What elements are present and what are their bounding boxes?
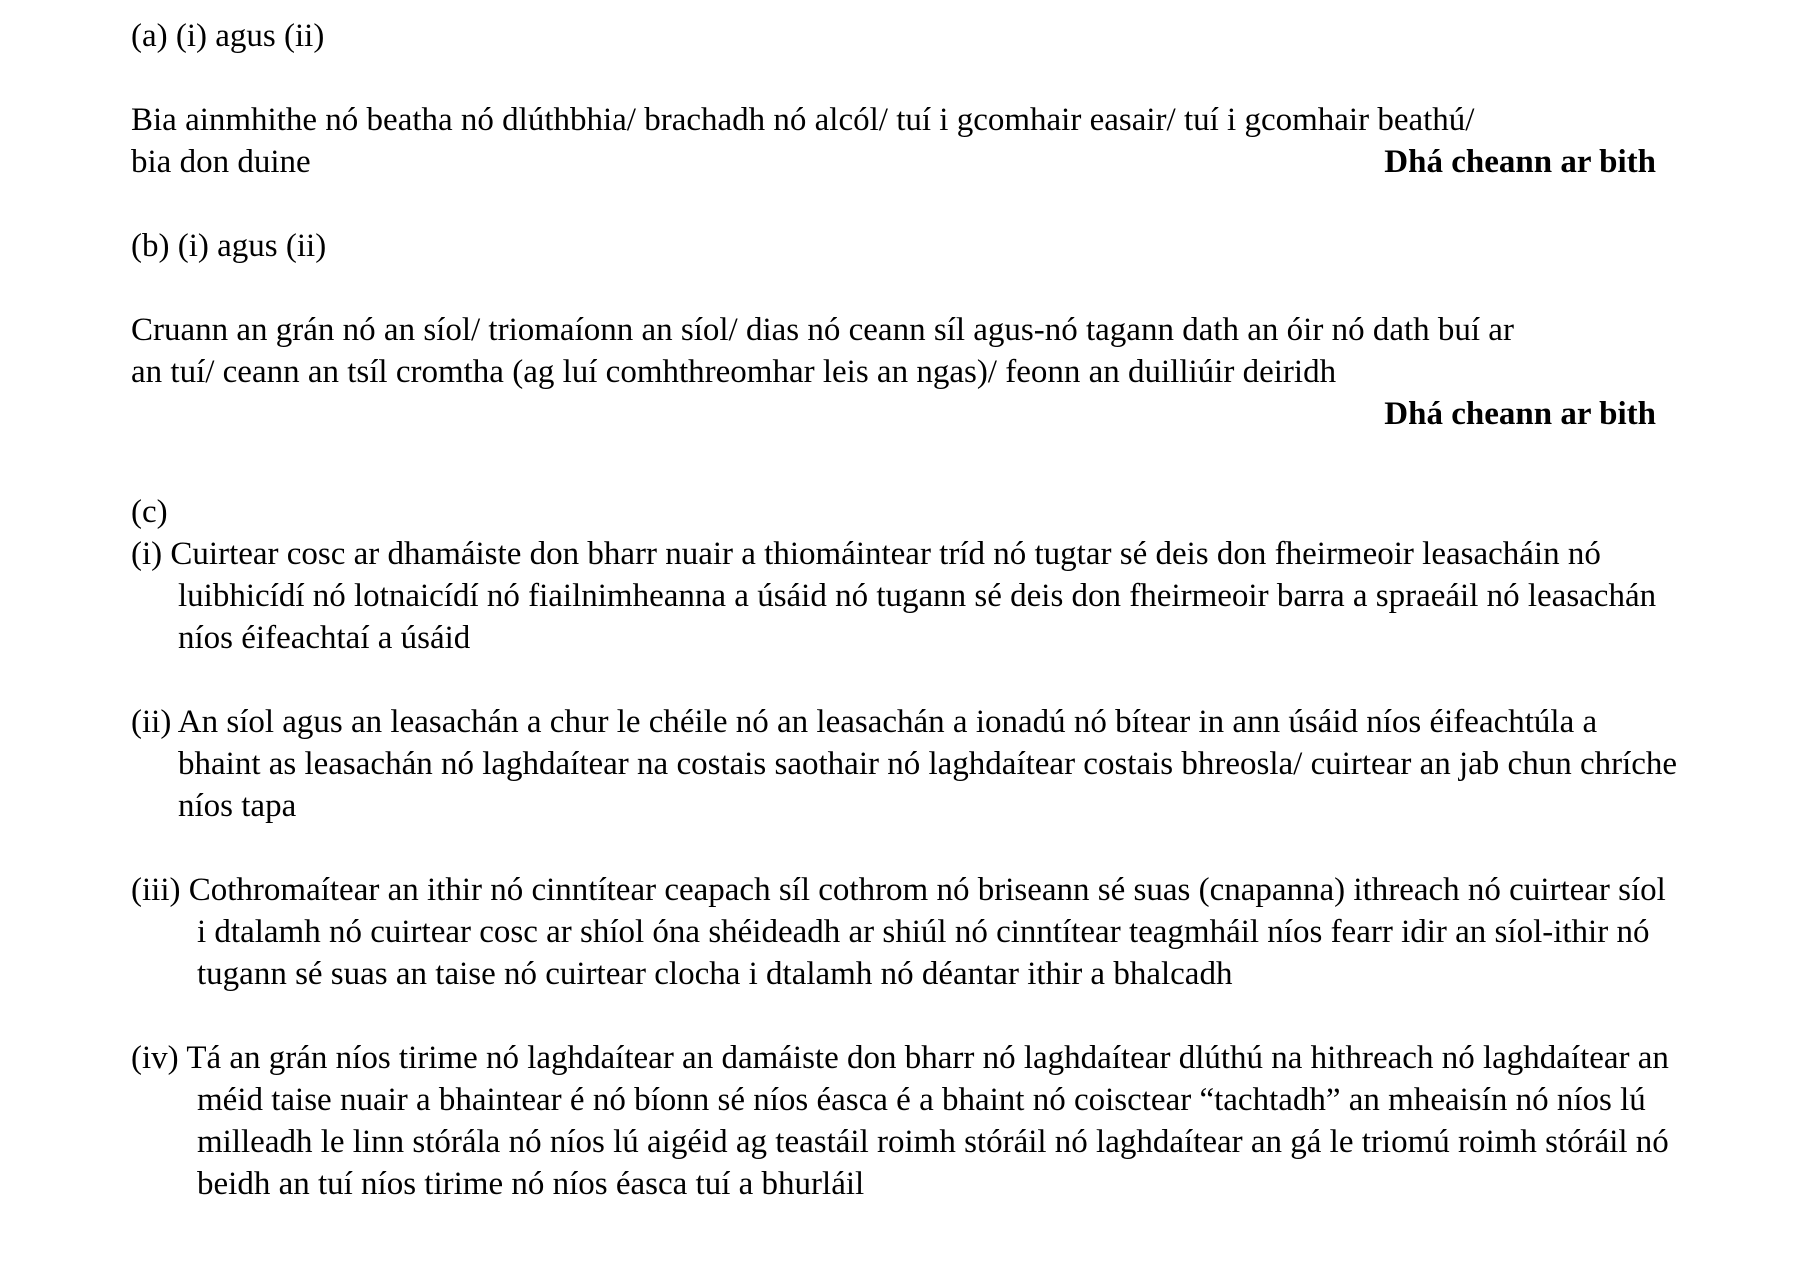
section-c-item-iv — [131, 1037, 1712, 1205]
section-a-note: Dhá cheann ar bith — [1384, 144, 1656, 180]
item-text: An síol agus an leasachán a chur le chéile nó an leasachán a ionadú nó bítear in ann úsáid níos éifeachtúla a bhaint as leasachán nó laghdaítear na costais saothair nó laghdaítear costais bhreosla/ cuirtear an jab chun chríche níos tapa — [177, 704, 1678, 824]
spacer — [131, 995, 1691, 1037]
item-text: Cuirtear cosc ar dhamáiste don bharr nuair a thiomáintear tríd nó tugtar sé deis don fheirmeoir leasacháin nó luibhicídí nó lotnaicídí nó fiailnimheanna a úsáid nó tugann sé deis don fheirmeoir barra a spraeáil nó leasachán níos éifeachtaí a úsáid — [170, 536, 1657, 656]
spacer — [131, 267, 1691, 309]
section-c-item-iii — [131, 869, 1677, 995]
item-text: Cothromaítear an ithir nó cinntítear ceapach síl cothrom nó briseann sé suas (cnapanna) ithreach nó cuirtear síol i dtalamh nó cuirtear cosc ar shíol óna shéideadh ar shiúl nó cinntítear teagmháil níos fearr idir an síol-ithir nó tugann sé suas an taise nó cuirtear clocha i dtalamh nó déantar ithir a bhalcadh — [188, 872, 1666, 992]
spacer — [131, 659, 1691, 701]
section-c-heading: (c) — [131, 494, 168, 530]
spacer — [131, 183, 1691, 225]
section-a-line-2: bia don duine — [131, 144, 311, 180]
item-label: (iii) — [131, 872, 181, 908]
item-label: (iv) — [131, 1040, 179, 1076]
spacer — [131, 435, 1691, 491]
item-label: (i) — [131, 536, 163, 572]
item-label: (ii) — [131, 704, 172, 740]
section-a-line-1: Bia ainmhithe nó beatha nó dlúthbhia/ brachadh nó alcól/ tuí i gcomhair easair/ tuí i gcomhair beathú/ — [131, 102, 1475, 138]
item-text: Tá an grán níos tirime nó laghdaítear an damáiste don bharr nó laghdaítear dlúthú na hithreach nó laghdaítear an méid taise nuair a bhaintear é nó bíonn sé níos éasca é a bhaint nó coisctear “tachtadh” an mheaisín nó níos lú milleadh le linn stórála nó níos lú aigéid ag teastáil roimh stóráil nó laghdaítear an gá le triomú roimh stóráil nó beidh an tuí níos tirime nó níos éasca tuí a bhurláil — [186, 1040, 1669, 1202]
section-b-heading: (b) (i) agus (ii) — [131, 228, 327, 264]
section-c-item-i — [131, 533, 1693, 659]
section-a-heading: (a) (i) agus (ii) — [131, 18, 325, 54]
section-a-line-2-row — [131, 141, 1656, 183]
section-b-line-2: an tuí/ ceann an tsíl cromtha (ag luí comhthreomhar leis an ngas)/ feonn an duilliúir deiridh — [131, 354, 1337, 390]
spacer — [131, 57, 1691, 99]
section-b-note: Dhá cheann ar bith — [1384, 396, 1656, 432]
section-c-item-ii — [131, 701, 1678, 827]
section-b-line-1: Cruann an grán nó an síol/ triomaíonn an síol/ dias nó ceann síl agus-nó tagann dath an óir nó dath buí ar — [131, 312, 1514, 348]
spacer — [131, 827, 1691, 869]
document-page — [131, 15, 1691, 1205]
